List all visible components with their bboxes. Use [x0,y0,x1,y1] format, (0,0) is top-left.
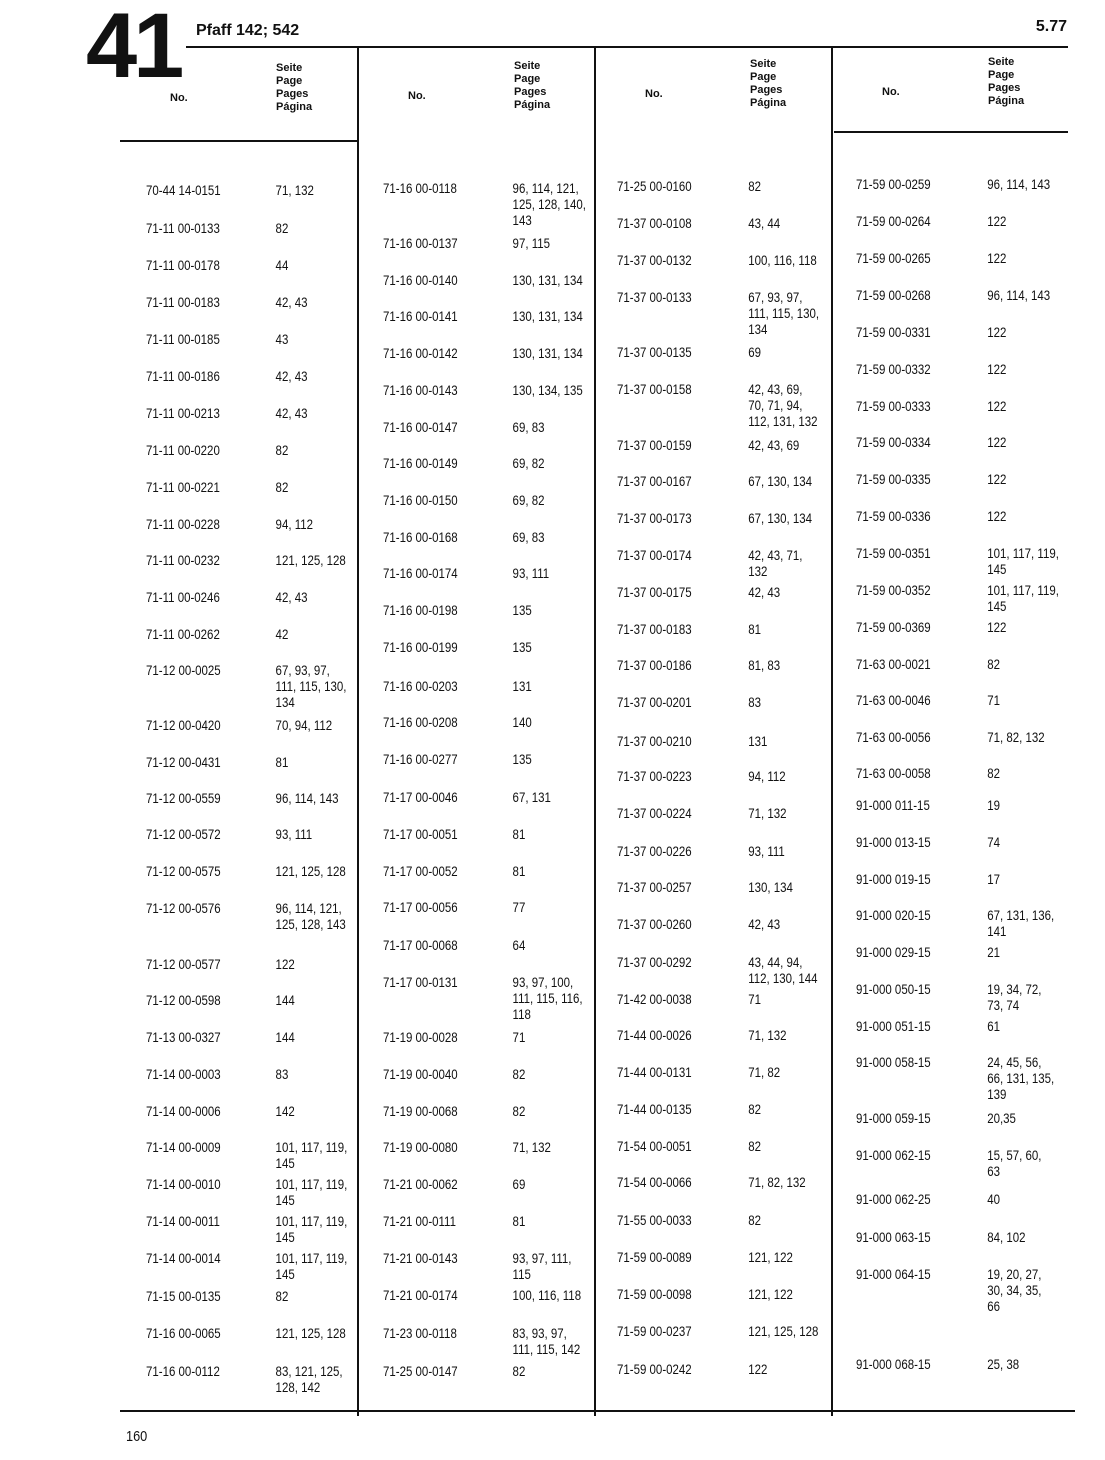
part-number: 71-19 00-0028 [383,1029,458,1045]
part-number: 71-37 00-0159 [617,437,692,453]
part-number: 71-54 00-0051 [617,1138,692,1154]
page-reference: 121, 125, 128 [275,1325,346,1341]
part-number: 71-16 00-0168 [383,529,458,545]
part-number: 71-37 00-0292 [617,954,692,970]
page-reference: 130, 131, 134 [512,308,583,324]
page-reference: 61 [987,1018,1000,1034]
page-reference: 82 [275,220,289,236]
part-number: 91-000 011-15 [856,797,930,813]
page-label-de: Seite [514,60,541,72]
part-number: 71-14 00-0009 [146,1139,221,1155]
page-reference: 42, 43, 69 [748,437,800,453]
page-reference: 19, 34, 72, 73, 74 [987,981,1042,1013]
part-number: 91-000 068-15 [856,1356,931,1372]
page-reference: 101, 117, 119, 145 [275,1176,348,1208]
page-reference: 42 [275,626,289,642]
page-label-en: Page [514,73,541,85]
part-number: 71-37 00-0210 [617,733,692,749]
part-number: 71-11 00-0228 [146,516,220,532]
page-reference: 121, 122 [748,1249,793,1265]
part-number: 71-37 00-0257 [617,879,692,895]
part-number: 71-63 00-0021 [856,656,931,672]
page-reference: 130, 134, 135 [512,382,583,398]
page-reference: 144 [275,1029,295,1045]
page-reference: 69 [748,344,761,360]
page-reference: 130, 134 [748,879,793,895]
part-number: 71-15 00-0135 [146,1288,221,1304]
page-label [514,60,550,112]
part-number: 71-37 00-0201 [617,694,692,710]
part-number: 91-000 013-15 [856,834,931,850]
page-reference: 122 [987,361,1007,377]
part-number: 71-44 00-0135 [617,1101,692,1117]
part-number: 71-11 00-0178 [146,257,220,273]
page-reference: 71, 82 [748,1064,781,1080]
page-reference: 94, 112 [748,768,786,784]
page-reference: 81 [512,826,526,842]
page-reference: 122 [987,324,1007,340]
part-number: 71-12 00-0577 [146,956,221,972]
page-reference: 69, 82 [512,492,545,508]
page-reference: 42, 43, 69, 70, 71, 94, 112, 131, 132 [748,381,818,429]
page-reference: 83, 93, 97, 111, 115, 142 [512,1325,581,1357]
part-number: 71-12 00-0575 [146,863,221,879]
header-rule-left [120,140,358,142]
page-reference: 94, 112 [275,516,314,532]
part-number: 71-11 00-0221 [146,479,220,495]
part-number: 91-000 020-15 [856,907,931,923]
part-number: 70-44 14-0151 [146,182,221,198]
part-number: 71-16 00-0208 [383,714,458,730]
page-reference: 100, 116, 118 [512,1287,582,1303]
part-number: 71-16 00-0174 [383,565,458,581]
page-reference: 42, 43 [275,368,308,384]
part-number: 71-16 00-0140 [383,272,458,288]
part-number: 71-37 00-0223 [617,768,692,784]
part-number: 71-21 00-0143 [383,1250,458,1266]
part-number: 71-59 00-0268 [856,287,931,303]
page-reference: 101, 117, 119, 145 [987,582,1059,614]
part-number: 71-17 00-0051 [383,826,458,842]
page-reference: 130, 131, 134 [512,272,583,288]
part-number: 71-59 00-0265 [856,250,931,266]
page-reference: 82 [512,1066,526,1082]
page-reference: 71 [748,991,761,1007]
page-reference: 64 [512,937,526,953]
page-reference: 67, 93, 97, 111, 115, 130, 134 [275,662,347,710]
page-reference: 96, 114, 121, 125, 128, 143 [275,900,346,932]
part-number: 71-59 00-0334 [856,434,931,450]
part-number: 71-59 00-0336 [856,508,931,524]
page-reference: 93, 97, 100, 111, 115, 116, 118 [512,974,583,1022]
part-number: 71-16 00-0065 [146,1325,221,1341]
page-reference: 82 [512,1103,526,1119]
page-reference: 69, 83 [512,529,545,545]
page-reference: 81 [748,621,761,637]
page-reference: 71, 82, 132 [748,1174,806,1190]
page-reference: 42, 43 [275,589,308,605]
part-number: 71-59 00-0089 [617,1249,692,1265]
part-number: 71-14 00-0006 [146,1103,221,1119]
part-number: 71-11 00-0133 [146,220,220,236]
part-number: 71-59 00-0264 [856,213,931,229]
part-number: 71-25 00-0160 [617,178,692,194]
page-reference: 93, 111 [748,843,785,859]
part-number: 71-16 00-0112 [146,1363,220,1379]
part-number: 71-55 00-0033 [617,1212,692,1228]
part-number: 71-16 00-0203 [383,678,458,694]
part-number: 71-19 00-0040 [383,1066,458,1082]
page-reference: 19, 20, 27, 30, 34, 35, 66 [987,1266,1042,1314]
part-number: 71-17 00-0046 [383,789,458,805]
edition-date: 5.77 [1035,18,1067,35]
page-reference: 71, 132 [748,805,787,821]
part-number: 91-000 051-15 [856,1018,931,1034]
part-number: 71-59 00-0352 [856,582,931,598]
part-number: 71-19 00-0068 [383,1103,458,1119]
page-reference: 67, 93, 97, 111, 115, 130, 134 [748,289,820,337]
page-reference: 82 [748,178,761,194]
page-reference: 15, 57, 60, 63 [987,1147,1042,1179]
page-reference: 100, 116, 118 [748,252,817,268]
part-number: 71-25 00-0147 [383,1363,458,1379]
page-reference: 122 [987,213,1007,229]
part-number: 71-11 00-0183 [146,294,220,310]
part-number: 71-14 00-0014 [146,1250,221,1266]
part-number: 71-37 00-0174 [617,547,692,563]
page-reference: 21 [987,944,1000,960]
part-number: 71-17 00-0052 [383,863,458,879]
part-number: 71-12 00-0576 [146,900,221,916]
column-divider-2 [594,46,596,1416]
page-reference: 121, 125, 128 [275,552,346,568]
part-number: 71-59 00-0098 [617,1286,692,1302]
page-reference: 122 [987,508,1007,524]
page-reference: 25, 38 [987,1356,1020,1372]
part-number: 71-11 00-0246 [146,589,220,605]
page-reference: 40 [987,1191,1000,1207]
part-number: 71-11 00-0185 [146,331,220,347]
page-reference: 101, 117, 119, 145 [275,1213,348,1245]
part-number: 71-17 00-0131 [383,974,458,990]
page-reference: 19 [987,797,1000,813]
part-number: 71-37 00-0173 [617,510,692,526]
section-number: 41 [86,0,181,97]
header-rule-right [834,131,1068,133]
page-reference: 142 [275,1103,295,1119]
part-number: 91-000 062-25 [856,1191,931,1207]
part-number: 71-37 00-0260 [617,916,692,932]
page-reference: 71 [987,692,1000,708]
page-reference: 122 [987,250,1007,266]
part-number: 71-59 00-0333 [856,398,931,414]
page-reference: 81, 83 [748,657,781,673]
part-number: 91-000 063-15 [856,1229,931,1245]
bottom-rule [120,1410,1075,1412]
no-label: No. [645,88,663,100]
part-number: 71-59 00-0237 [617,1323,692,1339]
part-number: 71-59 00-0242 [617,1361,692,1377]
part-number: 71-59 00-0369 [856,619,931,635]
page-reference: 82 [748,1101,761,1117]
page-reference: 44 [275,257,289,273]
page-reference: 42, 43, 71, 132 [748,547,803,579]
page-reference: 144 [275,992,295,1008]
page-reference: 69, 82 [512,455,545,471]
part-number: 71-21 00-0111 [383,1213,456,1229]
part-number: 71-14 00-0011 [146,1213,220,1229]
page-reference: 43, 44, 94, 112, 130, 144 [748,954,818,986]
part-number: 71-16 00-0199 [383,639,458,655]
part-number: 71-37 00-0167 [617,473,692,489]
part-number: 91-000 019-15 [856,871,931,887]
part-number: 71-42 00-0038 [617,991,692,1007]
part-number: 71-14 00-0003 [146,1066,221,1082]
part-number: 71-37 00-0175 [617,584,692,600]
part-number: 71-16 00-0150 [383,492,458,508]
page-reference: 122 [987,434,1007,450]
page-reference: 135 [512,602,532,618]
part-number: 91-000 059-15 [856,1110,931,1126]
page-reference: 96, 114, 121, 125, 128, 140, 143 [512,180,586,228]
part-number: 71-16 00-0142 [383,345,458,361]
part-number: 71-11 00-0220 [146,442,220,458]
page-label-fr: Pages [276,88,309,100]
page-reference: 71, 132 [512,1139,551,1155]
page-reference: 67, 131, 136, 141 [987,907,1055,939]
page-reference: 67, 131 [512,789,551,805]
part-number: 71-44 00-0026 [617,1027,692,1043]
part-number: 71-21 00-0062 [383,1176,458,1192]
page-reference: 71, 132 [275,182,314,198]
page-reference: 81 [275,754,289,770]
page-reference: 67, 130, 134 [748,473,813,489]
page-label-en: Page [988,69,1015,81]
page-reference: 83 [275,1066,289,1082]
part-number: 71-59 00-0259 [856,176,931,192]
page-reference: 77 [512,899,526,915]
part-number: 91-000 062-15 [856,1147,931,1163]
page-reference: 101, 117, 119, 145 [987,545,1059,577]
page-reference: 20,35 [987,1110,1016,1126]
part-number: 91-000 050-15 [856,981,931,997]
part-number: 71-37 00-0133 [617,289,692,305]
page-reference: 82 [748,1138,761,1154]
page-number: 160 [126,1428,148,1445]
page-label-de: Seite [750,58,777,70]
page-reference: 96, 114, 143 [987,176,1051,192]
page-reference: 122 [748,1361,768,1377]
part-number: 71-63 00-0058 [856,765,931,781]
page-reference: 135 [512,751,532,767]
part-number: 71-12 00-0025 [146,662,221,678]
page-label-fr: Pages [514,86,547,98]
page-reference: 69, 83 [512,419,545,435]
part-number: 71-16 00-0147 [383,419,458,435]
page-reference: 42, 43 [275,294,308,310]
part-number: 71-11 00-0262 [146,626,220,642]
part-number: 71-16 00-0277 [383,751,458,767]
part-number: 71-14 00-0010 [146,1176,221,1192]
page-label [988,56,1024,108]
page-reference: 83, 121, 125, 128, 142 [275,1363,343,1395]
page-reference: 42, 43 [275,405,308,421]
page-reference: 82 [512,1363,526,1379]
page-reference: 69 [512,1176,526,1192]
part-number: 71-16 00-0137 [383,235,458,251]
page-reference: 101, 117, 119, 145 [275,1139,348,1171]
no-label: No. [408,90,426,102]
part-number: 71-37 00-0108 [617,215,692,231]
part-number: 71-11 00-0213 [146,405,220,421]
document-title: Pfaff 142; 542 [196,22,300,39]
part-number: 71-12 00-0559 [146,790,221,806]
part-number: 71-16 00-0149 [383,455,458,471]
page-reference: 96, 114, 143 [275,790,339,806]
part-number: 71-12 00-0420 [146,717,221,733]
page-reference: 82 [987,765,1000,781]
page-reference: 122 [275,956,295,972]
page-label-es: Página [276,101,313,113]
page-reference: 135 [512,639,532,655]
part-number: 71-21 00-0174 [383,1287,458,1303]
page-reference: 122 [987,398,1007,414]
part-number: 71-37 00-0224 [617,805,692,821]
page-label-en: Page [276,75,303,87]
page-reference: 71, 132 [748,1027,787,1043]
page-reference: 93, 111 [512,565,550,581]
page-reference: 121, 125, 128 [748,1323,819,1339]
part-number: 71-12 00-0431 [146,754,221,770]
part-number: 91-000 064-15 [856,1266,931,1282]
part-number: 71-11 00-0186 [146,368,220,384]
part-number: 71-19 00-0080 [383,1139,458,1155]
page-reference: 122 [987,471,1007,487]
page-reference: 17 [987,871,1000,887]
page-reference: 71 [512,1029,526,1045]
part-number: 71-37 00-0132 [617,252,692,268]
page-reference: 82 [748,1212,761,1228]
part-number: 71-37 00-0186 [617,657,692,673]
page-label [750,58,786,110]
page-reference: 93, 97, 111, 115 [512,1250,572,1282]
part-number: 71-17 00-0068 [383,937,458,953]
part-number: 91-000 058-15 [856,1054,931,1070]
page-label-es: Página [514,99,551,111]
part-number: 71-16 00-0141 [383,308,458,324]
part-number: 71-59 00-0331 [856,324,931,340]
no-label: No. [882,86,900,98]
page-label-de: Seite [276,62,303,74]
page-reference: 82 [275,479,289,495]
page-reference: 82 [275,1288,289,1304]
page-reference: 67, 130, 134 [748,510,813,526]
page-reference: 71, 82, 132 [987,729,1045,745]
page-reference: 42, 43 [748,584,781,600]
part-number: 71-59 00-0351 [856,545,931,561]
page-reference: 74 [987,834,1000,850]
page-reference: 93, 111 [275,826,313,842]
page-label-es: Página [988,95,1025,107]
part-number: 71-59 00-0335 [856,471,931,487]
no-label: No. [170,92,188,104]
title-rule [186,46,1068,48]
page-reference: 84, 102 [987,1229,1026,1245]
page-reference: 43, 44 [748,215,781,231]
page-reference: 24, 45, 56, 66, 131, 135, 139 [987,1054,1055,1102]
part-number: 71-13 00-0327 [146,1029,221,1045]
page-reference: 130, 131, 134 [512,345,583,361]
page-label-fr: Pages [750,84,783,96]
part-number: 71-12 00-0598 [146,992,221,1008]
page-label-fr: Pages [988,82,1021,94]
page-reference: 82 [275,442,289,458]
part-number: 71-16 00-0118 [383,180,457,196]
part-number: 71-63 00-0046 [856,692,931,708]
part-number: 71-12 00-0572 [146,826,221,842]
page-reference: 70, 94, 112 [275,717,333,733]
page-reference: 122 [987,619,1007,635]
part-number: 71-16 00-0143 [383,382,458,398]
page-reference: 131 [512,678,532,694]
part-number: 71-23 00-0118 [383,1325,457,1341]
part-number: 71-17 00-0056 [383,899,458,915]
part-number: 71-16 00-0198 [383,602,458,618]
page-reference: 97, 115 [512,235,551,251]
part-number: 71-59 00-0332 [856,361,931,377]
part-number: 71-63 00-0056 [856,729,931,745]
part-number: 71-37 00-0226 [617,843,692,859]
page-reference: 131 [748,733,768,749]
page-reference: 81 [512,863,526,879]
page-reference: 43 [275,331,289,347]
page-reference: 83 [748,694,761,710]
page-reference: 101, 117, 119, 145 [275,1250,348,1282]
part-number: 71-11 00-0232 [146,552,220,568]
part-number: 71-37 00-0158 [617,381,692,397]
part-number: 71-44 00-0131 [617,1064,692,1080]
part-number: 91-000 029-15 [856,944,931,960]
page-label [276,62,312,114]
part-number: 71-37 00-0183 [617,621,692,637]
page-reference: 82 [987,656,1000,672]
page-reference: 81 [512,1213,526,1229]
page-label-en: Page [750,71,777,83]
part-number: 71-37 00-0135 [617,344,692,360]
page-reference: 96, 114, 143 [987,287,1051,303]
page-reference: 140 [512,714,532,730]
page-label-de: Seite [988,56,1015,68]
page-reference: 121, 122 [748,1286,793,1302]
part-number: 71-54 00-0066 [617,1174,692,1190]
page-reference: 42, 43 [748,916,781,932]
page-reference: 121, 125, 128 [275,863,346,879]
page-label-es: Página [750,97,787,109]
